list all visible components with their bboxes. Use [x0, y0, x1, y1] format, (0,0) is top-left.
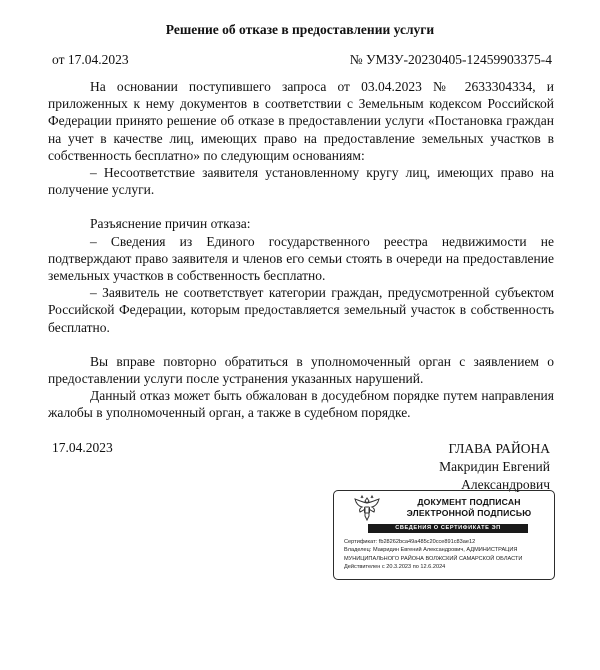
document-body — [48, 78, 554, 422]
coat-of-arms-icon — [352, 494, 382, 524]
certificate-id: Сертификат: fb28262bca49a485c20cce891c83ae12 — [344, 539, 476, 545]
stamp-heading — [394, 497, 544, 519]
paragraph-reason: – Несоответствие заявителя установленному кругу лиц, имеющих право на получение услуги. — [48, 165, 554, 198]
certificate-validity: Действителен с 20.3.2023 по 12.6.2024 — [344, 564, 446, 571]
paragraph-appeal: Данный отказ может быть обжалован в досудебном порядке путем направления жалобы в уполномоченный орган, а также в судебном порядке. — [48, 388, 554, 421]
signature-block — [439, 440, 550, 494]
certificate-info-bar: СВЕДЕНИЯ О СЕРТИФИКАТЕ ЭП — [368, 524, 528, 533]
paragraph-basis: На основании поступившего запроса от 03.04.2023 № 2633304334, и приложенных к нему документов в соответствии с Земельным кодексом Российской Федерации принято решение об отказе в предоставлении услуги «Постановка граждан на учет в качестве лиц, имеющих право на предоставление земельных участков в собственность бесплатно» по следующим основаниям: — [48, 79, 554, 163]
signer-patronymic: Александрович — [461, 477, 550, 492]
electronic-signature-stamp — [333, 490, 555, 580]
paragraph-explanation-heading: Разъяснение причин отказа: — [90, 216, 251, 232]
document-title: Решение об отказе в предоставлении услуги — [165, 22, 435, 37]
certificate-owner: Владелец: Макридин Евгений Александрович, АДМИНИСТРАЦИЯ — [344, 547, 518, 554]
paragraph-explanation-2: – Заявитель не соответствует категории граждан, предусмотренной субъектом Российской Федерации, которым предоставляется земельный участок в собственность бесплатно. — [48, 285, 554, 335]
document-date: от 17.04.2023 — [52, 52, 129, 67]
paragraph-reapply: Вы вправе повторно обратиться в уполномоченный орган с заявлением о предоставлении услуги после устранения указанных нарушений. — [48, 353, 554, 387]
paragraph-explanation-1: – Сведения из Единого государственного реестра недвижимости не подтверждают право заявителя и членов его семьи стоять в очереди на предоставление земельных участков в собственность бесплатно. — [48, 233, 554, 284]
document-number: № УМЗУ-20230405-12459903375-4 — [349, 52, 552, 67]
certificate-organization: МУНИЦИПАЛЬНОГО РАЙОНА ВОЛЖСКИЙ САМАРСКОЙ ОБЛАСТИ — [344, 555, 523, 562]
certificate-details — [344, 538, 549, 572]
signer-name: Макридин Евгений — [439, 459, 550, 474]
stamp-heading-line-1: ДОКУМЕНТ ПОДПИСАН — [417, 497, 521, 507]
signature-date: 17.04.2023 — [52, 440, 113, 455]
signer-position: ГЛАВА РАЙОНА — [448, 441, 550, 456]
stamp-heading-line-2: ЭЛЕКТРОННОЙ ПОДПИСЬЮ — [406, 508, 532, 518]
